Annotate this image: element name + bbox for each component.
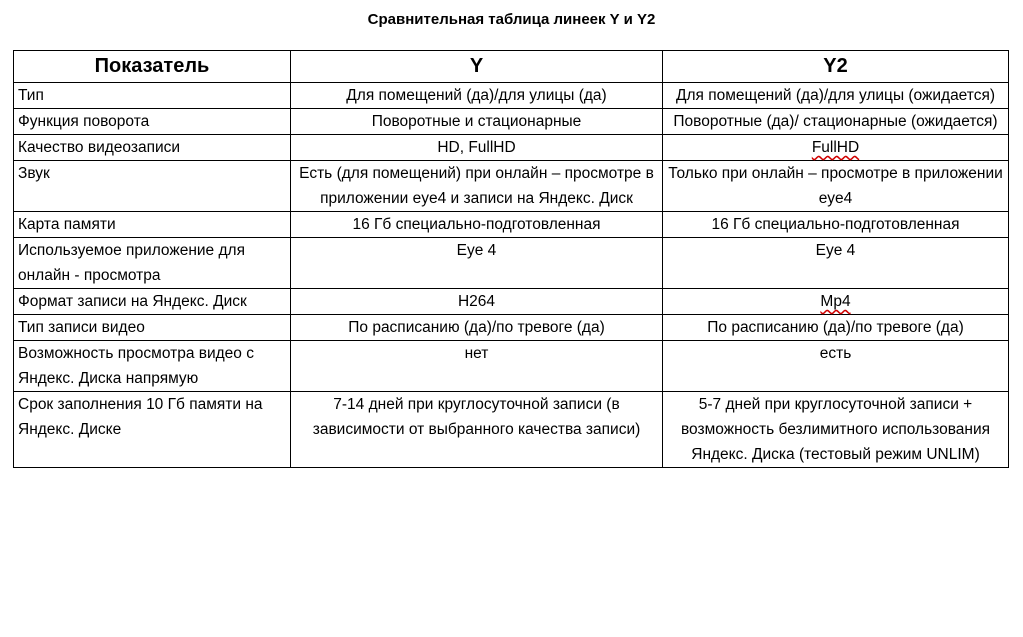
- cell-y2: [663, 135, 1009, 161]
- row-label: Тип записи видео: [14, 315, 291, 341]
- cell-y: 16 Гб специально-подготовленная: [291, 212, 663, 238]
- table-row: [14, 83, 1009, 109]
- cell-y2: По расписанию (да)/по тревоге (да): [663, 315, 1009, 341]
- fullhd-text: FullHD: [811, 139, 860, 156]
- row-label: Карта памяти: [14, 212, 291, 238]
- header-y2: Y2: [663, 51, 1009, 83]
- row-label: Тип: [14, 83, 291, 109]
- cell-y2: 16 Гб специально-подготовленная: [663, 212, 1009, 238]
- row-label: Используемое приложение для онлайн - просмотра: [14, 238, 291, 289]
- cell-y2: есть: [663, 341, 1009, 392]
- cell-y: нет: [291, 341, 663, 392]
- cell-y: Есть (для помещений) при онлайн – просмотре в приложении eye4 и записи на Яндекс. Диск: [291, 161, 663, 212]
- header-indicator: Показатель: [14, 51, 291, 83]
- header-y: Y: [291, 51, 663, 83]
- header-row: [14, 51, 1009, 83]
- table-row: [14, 135, 1009, 161]
- cell-y: Для помещений (да)/для улицы (да): [291, 83, 663, 109]
- document-title: Сравнительная таблица линеек Y и Y2: [367, 11, 656, 28]
- table-row: [14, 109, 1009, 135]
- cell-y: Поворотные и стационарные: [291, 109, 663, 135]
- table-row: [14, 161, 1009, 212]
- cell-y: 7-14 дней при круглосуточной записи (в зависимости от выбранного качества записи): [291, 392, 663, 468]
- cell-y: [291, 135, 663, 161]
- cell-y2: Поворотные (да)/ стационарные (ожидается): [663, 109, 1009, 135]
- mp4-text: Mp4: [820, 293, 851, 310]
- row-label: Качество видеозаписи: [14, 135, 291, 161]
- cell-y2: Только при онлайн – просмотре в приложении eye4: [663, 161, 1009, 212]
- table-row: [14, 289, 1009, 315]
- cell-y2: [663, 289, 1009, 315]
- table-row: [14, 341, 1009, 392]
- row-label: Возможность просмотра видео с Яндекс. Диска напрямую: [14, 341, 291, 392]
- table-row: [14, 392, 1009, 468]
- cell-y: H264: [291, 289, 663, 315]
- table-row: [14, 212, 1009, 238]
- row-label: Звук: [14, 161, 291, 212]
- cell-y2: Eye 4: [663, 238, 1009, 289]
- cell-y2: 5-7 дней при круглосуточной записи + возможность безлимитного использования Яндекс. Диска (тестовый режим UNLIM): [663, 392, 1009, 468]
- table-row: [14, 238, 1009, 289]
- hd-fullhd-text: HD, FullHD: [437, 139, 516, 156]
- comparison-table: [13, 50, 1009, 468]
- row-label: Формат записи на Яндекс. Диск: [14, 289, 291, 315]
- cell-y: По расписанию (да)/по тревоге (да): [291, 315, 663, 341]
- table-row: [14, 315, 1009, 341]
- cell-y2: Для помещений (да)/для улицы (ожидается): [663, 83, 1009, 109]
- row-label: Срок заполнения 10 Гб памяти на Яндекс. Диске: [14, 392, 291, 468]
- row-label: Функция поворота: [14, 109, 291, 135]
- cell-y: Eye 4: [291, 238, 663, 289]
